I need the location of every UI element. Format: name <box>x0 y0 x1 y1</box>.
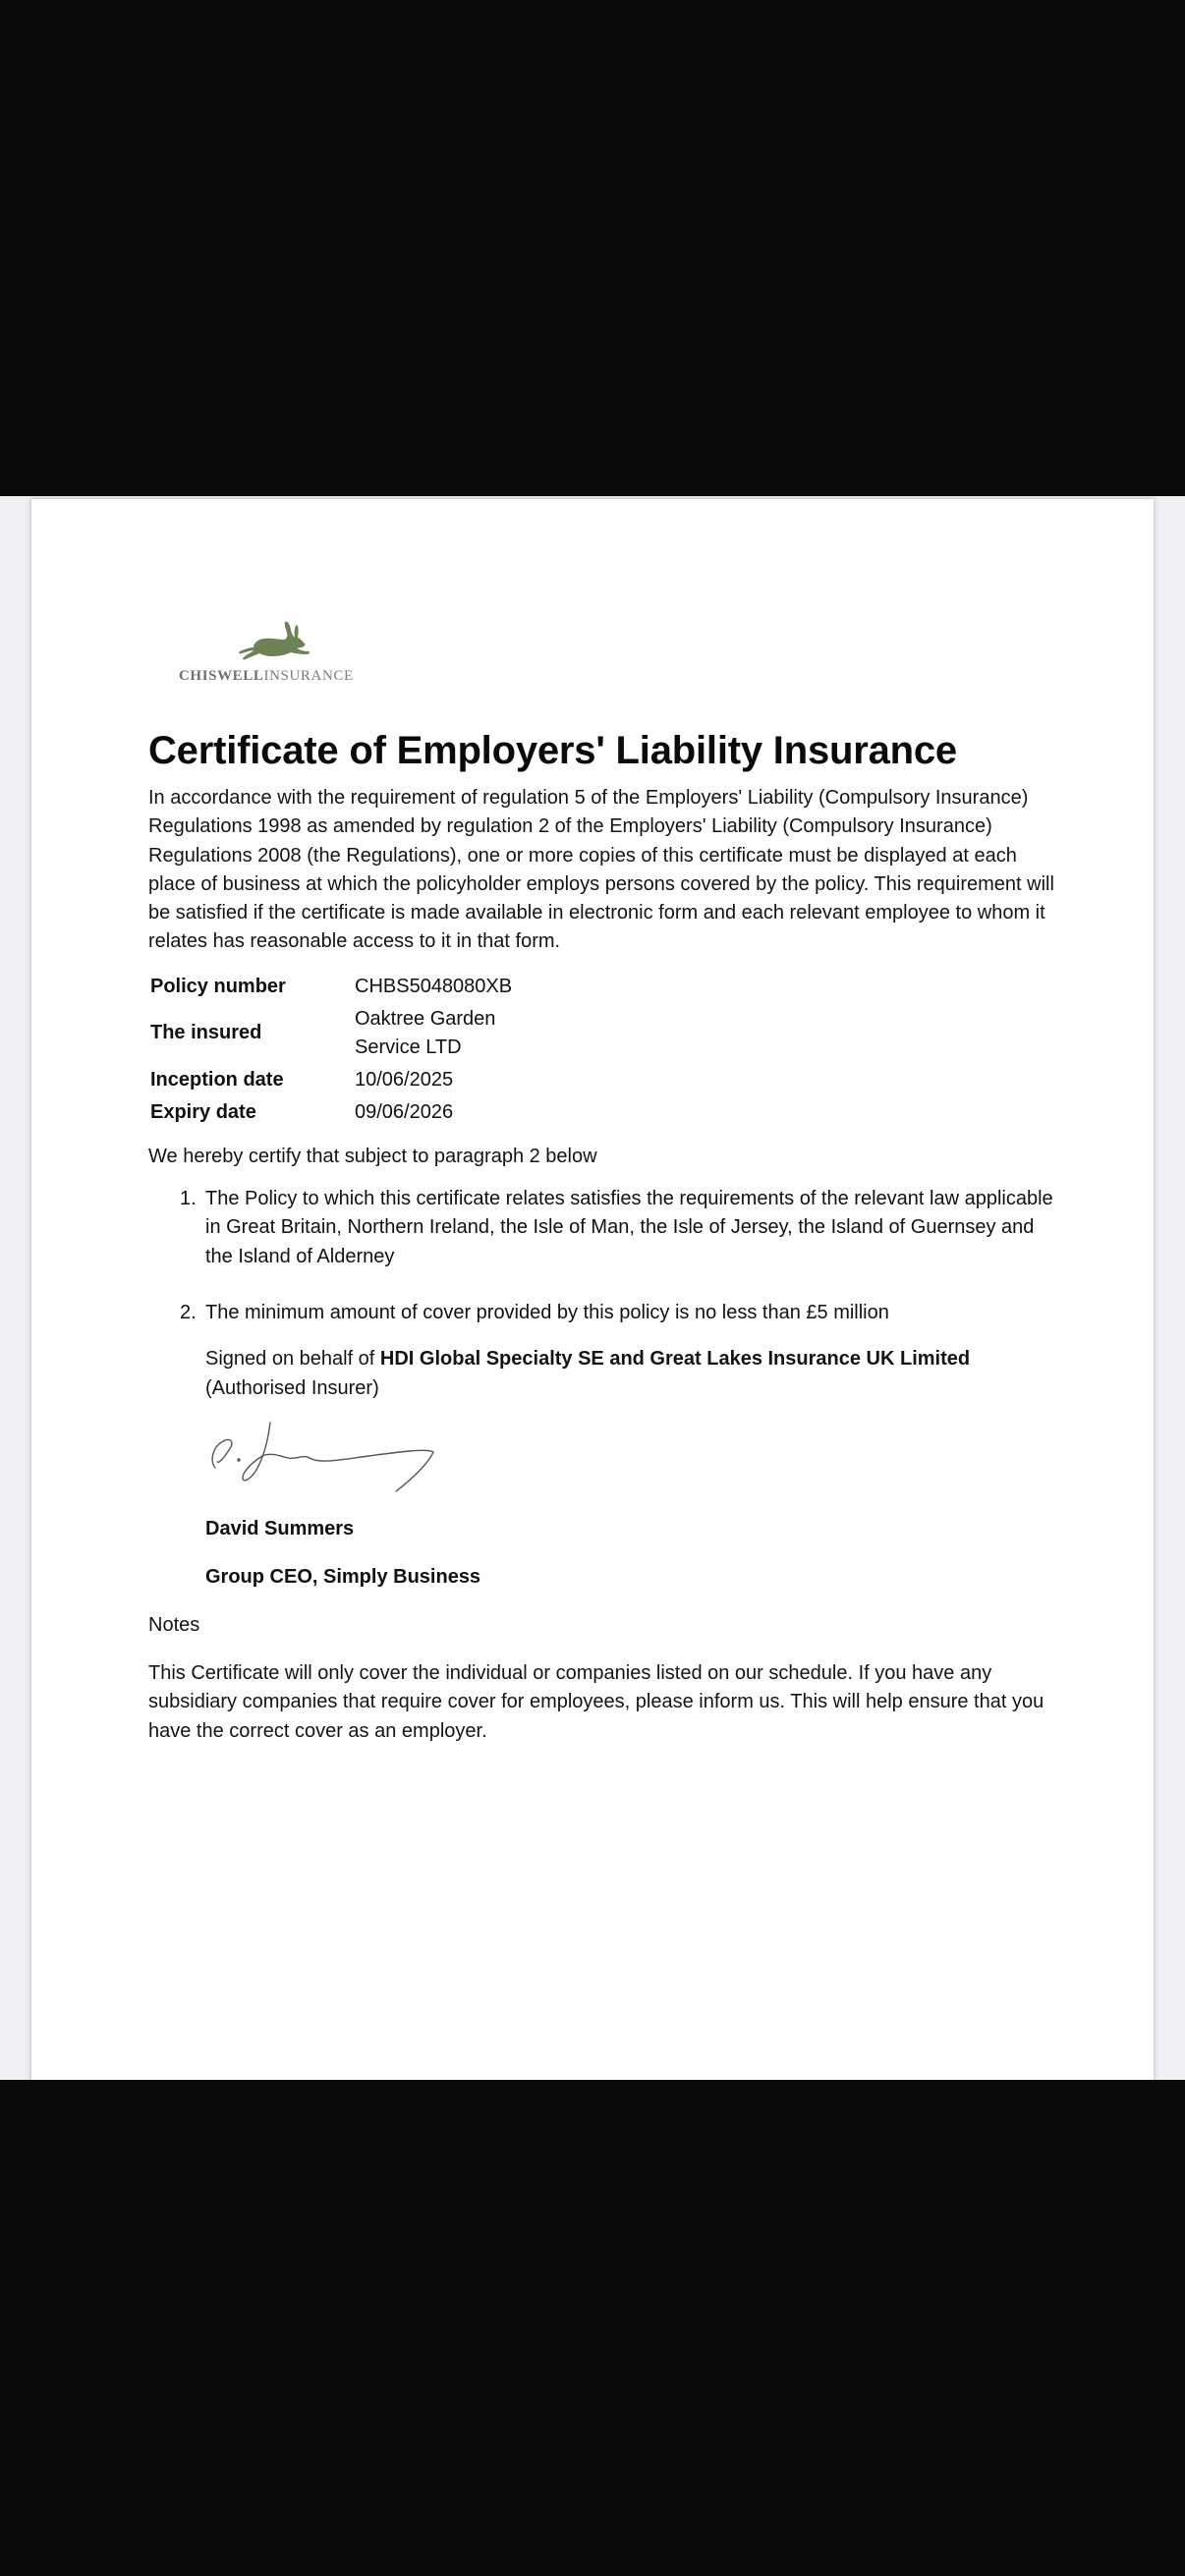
table-row <box>150 1096 551 1129</box>
certificate-content <box>148 727 1062 1746</box>
table-row <box>150 1064 551 1096</box>
hare-icon <box>236 620 314 663</box>
insurer-name: HDI Global Specialty SE and Great Lakes Insurance UK Limited <box>379 1348 971 1371</box>
inception-date-label: Inception date <box>150 1068 284 1091</box>
clause-number: 2. <box>180 1301 197 1323</box>
certify-statement: We hereby certify that subject to paragraph 2 below <box>148 1145 597 1167</box>
policy-number-label: Policy number <box>150 975 286 997</box>
insurer-role: (Authorised Insurer) <box>205 1376 379 1399</box>
notes-heading: Notes <box>148 1613 200 1636</box>
policy-details-table <box>150 971 551 1129</box>
certification-clauses <box>148 1185 1062 1327</box>
insured-label: The insured <box>150 1022 262 1044</box>
signatory-name: David Summers <box>205 1517 355 1540</box>
signature-icon <box>201 1417 437 1499</box>
brand-name-bold: CHISWELL <box>179 668 264 684</box>
list-item <box>148 1299 1062 1327</box>
intro-paragraph: In accordance with the requirement of regulation 5 of the Employers' Liability (Compulsory Insurance) Regulations 1998 as amended by regulation 2 of the Employers' Liability (Compulsory Insurance) Regulations 2008 (the Regulations), one or more copies of this certificate must be displayed at each place of business at which the policyholder employs persons covered by the policy. This requirement will be satisfied if the certificate is made available in electronic form and each relevant employee to whom it relates has reasonable access to it in that form. <box>148 787 1054 953</box>
document-page[interactable] <box>31 499 1154 2091</box>
clause-text: The minimum amount of cover provided by this policy is no less than £5 million <box>205 1301 889 1323</box>
table-row <box>150 1003 551 1064</box>
document-title: Certificate of Employers' Liability Insurance <box>148 729 957 772</box>
inception-date-value: 10/06/2025 <box>355 1068 454 1091</box>
notes-text: This Certificate will only cover the individual or companies listed on our schedule. If you have any subsidiary companies that require cover for employees, please inform us. This will help ensure that you have the correct cover as an employer. <box>148 1662 1044 1742</box>
table-row <box>150 971 551 1003</box>
brand-name <box>179 668 375 685</box>
expiry-date-label: Expiry date <box>150 1100 256 1123</box>
clause-text: The Policy to which this certificate relates satisfies the requirements of the relevant law applicable in Great Britain, Northern Ireland, the Isle of Man, the Isle of Jersey, the Island of Guernsey and the Island of Alderney <box>205 1188 1053 1267</box>
signature-image <box>201 1417 437 1499</box>
top-black-frame <box>0 0 1185 496</box>
brand-name-regular: INSURANCE <box>263 668 354 684</box>
signed-on-behalf <box>205 1345 1062 1403</box>
clause-number: 1. <box>180 1188 197 1210</box>
chiswell-insurance-logo <box>179 615 375 694</box>
document-viewer[interactable] <box>0 496 1185 2080</box>
policy-number-value: CHBS5048080XB <box>355 975 513 997</box>
expiry-date-value: 09/06/2026 <box>355 1100 454 1123</box>
signatory-title: Group CEO, Simply Business <box>205 1565 481 1588</box>
bottom-black-frame <box>0 2080 1185 2576</box>
insured-value: Oaktree Garden Service LTD <box>355 1007 496 1058</box>
list-item <box>148 1185 1062 1271</box>
signed-prefix: Signed on behalf of <box>205 1348 380 1371</box>
